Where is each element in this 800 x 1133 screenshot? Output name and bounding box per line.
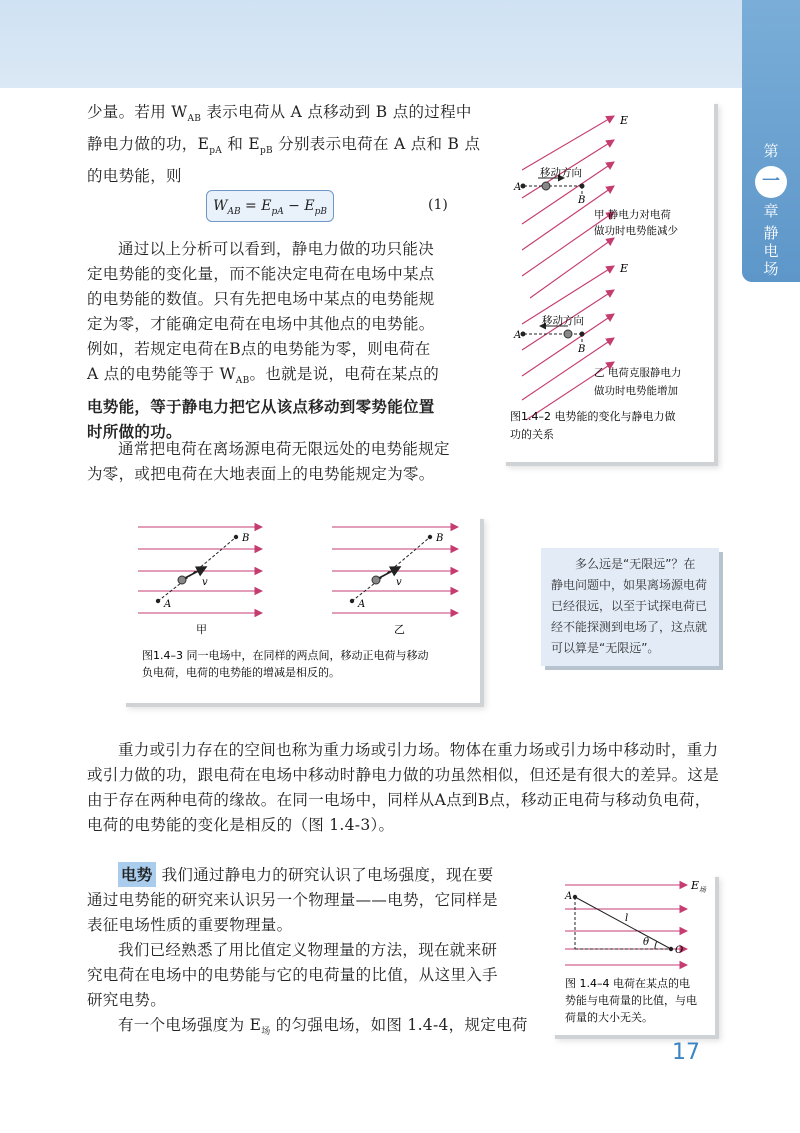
e-label-top: E: [620, 114, 629, 127]
paragraph-infinity: [87, 437, 487, 487]
side-note-line: 可以算是“无限远”。: [551, 641, 660, 655]
side-note-line: 已经很远，以至于试探电荷已: [551, 599, 708, 613]
para3-line: 由于存在两种电荷的缘故。在同一电场中，同样从A点到B点，移动正电荷与移动负电荷，: [87, 791, 711, 809]
chapter-title-1: 静: [763, 224, 779, 242]
side-note-line: 静电问题中，如果离场源电荷: [551, 578, 708, 592]
fig3-right-label: 乙: [394, 623, 405, 636]
para1-line: 的电势能的数值。只有先把电场中某点的电势能规: [87, 290, 435, 308]
intro-line-2: 静电力做的功，$E_{pA}$ 和 $E_{pB}$ 分别表示电荷在 A 点和 B 点: [87, 135, 481, 157]
field-lines-top: [522, 116, 614, 298]
figure-1-4-3-diagram: [122, 515, 480, 703]
fig2-caption-line1: 图1.4–2 电势能的变化与静电力做: [510, 410, 676, 423]
chapter-title-3: 场: [763, 260, 779, 278]
formula-number: (1): [428, 197, 448, 213]
fig3-left-b: B: [242, 533, 250, 544]
para1-line: 定为零，才能确定电荷在电场中其他点的电势能。: [87, 315, 435, 333]
section-last-line: 有一个电场强度为 $E_场$ 的匀强电场，如图 1.4-4，规定电荷: [118, 1016, 528, 1038]
fig2-sub2-line2: 做功时电势能增加: [594, 385, 678, 397]
term-electric-potential: 电势: [118, 862, 156, 887]
e-label-bottom: E: [620, 262, 629, 275]
fig4-point-a: A: [565, 891, 573, 902]
fig3-right-v: v: [396, 577, 402, 588]
figure-1-4-2: [502, 100, 714, 462]
fig4-caption-line2: 势能与电荷量的比值，与电: [565, 994, 697, 1007]
para3-line: 或引力做的功，跟电荷在电场中移动时静电力做的功虽然相似，但还是有很大的差异。这是: [87, 766, 720, 784]
para1-line: 例如，若规定电荷在B点的电势能为零，则电荷在: [87, 340, 431, 358]
para1-bold-line: 电势能，等于静电力把它从该点移动到零势能位置: [87, 397, 435, 417]
fig3-left-label: 甲: [196, 623, 207, 636]
move-direction-bottom: 移动方向: [542, 315, 584, 327]
fig4-caption-line3: 荷量的大小无关。: [565, 1011, 653, 1024]
side-note-line: 经不能探测到电场了，这点就: [551, 620, 708, 634]
paragraph-gravity-field: [87, 738, 727, 838]
fig3-left-a: A: [164, 599, 172, 610]
fig4-point-o: O: [675, 945, 684, 956]
point-b-bottom: B: [578, 344, 586, 355]
side-note-line: 多么远是“无限远”？在: [575, 557, 696, 571]
para1-bold-line: 时所做的功。: [87, 422, 182, 442]
fig2-sub2-line1: 乙 电荷克服静电力: [594, 367, 682, 379]
chapter-tab-top: 第: [763, 142, 779, 160]
point-a-bottom: A: [514, 330, 522, 341]
para1-line: A 点的电势能等于 $W_{AB}$。也就是说，电荷在某点的: [87, 365, 440, 387]
para3-line: 电荷的电势能的变化是相反的（图 1.4-3）。: [87, 816, 395, 834]
fig3-caption-line1: 图1.4–3 同一电场中，在同样的两点间，移动正电荷与移动: [142, 649, 429, 662]
side-note-infinity: [541, 548, 719, 666]
chapter-title-2: 电: [763, 242, 779, 260]
section-para-line: 研究电势。: [87, 991, 167, 1009]
para3-line: 重力或引力存在的空间也称为重力场或引力场。物体在重力场或引力场中移动时，重力: [118, 741, 719, 759]
section-line-2: 通过电势能的研究来认识另一个物理量——电势，它同样是: [87, 891, 498, 909]
point-b-top: B: [578, 195, 586, 206]
formula-box: $W_{AB} = E_{pA} - E_{pB}$: [206, 190, 334, 222]
intro-line-3: 的电势能，则: [87, 167, 182, 186]
fig4-e-label: $E_场$: [691, 879, 707, 894]
fig3-caption-line2: 负电荷，电荷的电势能的增减是相反的。: [142, 666, 340, 679]
section-line-3: 表征电场性质的重要物理量。: [87, 916, 293, 934]
top-banner: [0, 0, 742, 88]
section-line-1: 电势 我们通过静电力的研究认识了电场强度，现在要: [87, 862, 527, 888]
section-para-line: 究电荷在电场中的电势能与它的电荷量的比值，从这里入手: [87, 966, 498, 984]
chapter-tab-mid: 章: [763, 202, 779, 220]
section-para-line: 我们已经熟悉了用比值定义物理量的方法，现在就来研: [118, 941, 498, 959]
fig2-caption-line2: 功的关系: [510, 428, 554, 441]
intro-line-1: 少量。若用 $W_{AB}$ 表示电荷从 A 点移动到 B 点的过程中: [87, 103, 472, 125]
point-a-top: A: [514, 182, 522, 193]
section-electric-potential: [87, 862, 527, 1045]
fig4-length-l: l: [625, 913, 629, 924]
para1-line: 通过以上分析可以看到，静电力做的功只能决: [118, 240, 435, 258]
fig3-right-b: B: [436, 533, 444, 544]
fig3-right-a: A: [358, 599, 366, 610]
chapter-number-badge: 一: [755, 166, 787, 198]
figure-1-4-3: [122, 515, 480, 703]
paragraph-potential-energy: [87, 237, 487, 444]
page-number: 17: [672, 1040, 700, 1065]
para2-line: 通常把电荷在离场源电荷无限远处的电势能规定: [118, 440, 450, 458]
para1-line: 定电势能的变化量，而不能决定电荷在电场中某点: [87, 265, 435, 283]
fig3-left-v: v: [202, 577, 208, 588]
figure-1-4-4-diagram: [551, 873, 715, 1035]
fig4-theta: θ: [643, 937, 650, 948]
move-direction-top: 移动方向: [540, 167, 582, 179]
intro-text: [87, 100, 487, 189]
para2-line: 为零，或把电荷在大地表面上的电势能规定为零。: [87, 465, 435, 483]
fig4-caption-line1: 图 1.4–4 电荷在某点的电: [565, 977, 690, 990]
fig2-sub1-line1: 甲 静电力对电荷: [594, 209, 671, 221]
fig2-sub1-line2: 做功时电势能减少: [594, 225, 678, 237]
figure-1-4-2-diagram: [502, 100, 714, 462]
figure-1-4-4: [551, 873, 715, 1035]
chapter-tab: [742, 0, 800, 282]
